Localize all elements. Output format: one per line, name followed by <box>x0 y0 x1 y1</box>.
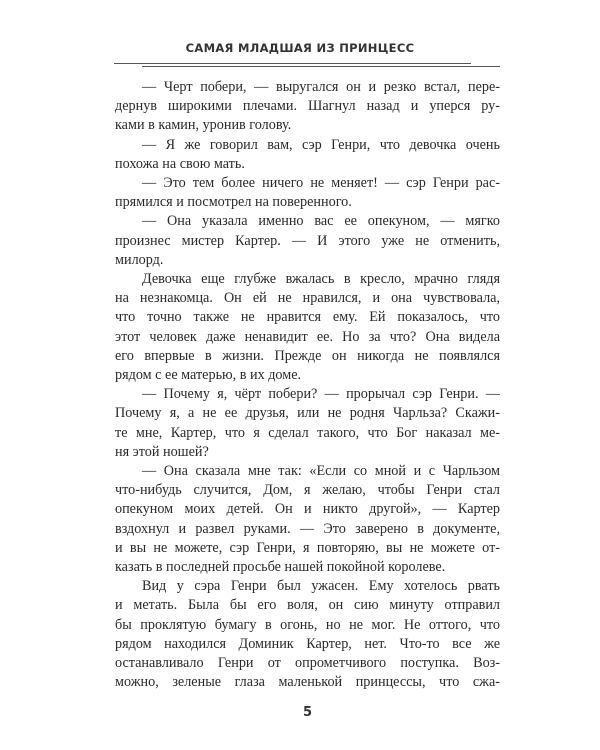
header-rule <box>114 63 471 64</box>
text-line: — Она сказала мне так: «Если со мной и с Чарльзом <box>142 463 500 480</box>
paragraph <box>115 174 500 212</box>
text-line: этот человек даже ненавидит ее. Но за что? Она видела <box>115 328 500 345</box>
text-line: Почему я, а не ее друзья, или не родня Чарльза? Скажи- <box>115 405 500 422</box>
text-line: рядом с ее матерью, в их доме. <box>115 367 302 384</box>
paragraph <box>115 462 500 577</box>
text-line: — Черт побери, — выругался он и резко встал, пере- <box>142 79 500 95</box>
text-line: произнес мистер Картер. — И этого уже не отменить, <box>115 232 500 249</box>
text-line: похожа на свою мать. <box>115 155 245 172</box>
paragraph <box>115 270 500 385</box>
page-content <box>115 78 500 721</box>
text-line: казать в последней просьбе нашей покойной королеве. <box>115 559 446 576</box>
text-line: и метать. Была бы его воля, он сию минуту отправил <box>115 597 500 614</box>
text-line: что точно также не нравится ему. Ей показалось, что <box>115 309 500 326</box>
running-head: САМАЯ МЛАДШАЯ ИЗ ПРИНЦЕСС <box>185 41 415 55</box>
paragraph <box>115 136 500 174</box>
text-line: ками в камин, уронив голову. <box>115 117 292 134</box>
text-line: вздохнул и развел руками. — Это заверено в документе, <box>115 520 500 537</box>
text-line: те мне, Картер, что я сделал такого, что Бог наказал ме- <box>115 424 500 441</box>
paragraph <box>115 577 500 692</box>
paragraph <box>115 212 500 270</box>
text-line: дернув широкими плечами. Шагнул назад и уперся ру- <box>115 98 500 115</box>
text-line: — Она указала именно вас ее опекуном, — мягко <box>142 213 500 230</box>
text-line: рядом находился Доминик Картер, нет. Что-то все же <box>115 635 500 652</box>
text-line: Девочка еще глубже вжалась в кресло, мрачно глядя <box>142 271 500 288</box>
text-line: ня этой ношей? <box>115 443 209 460</box>
text-line: что-нибудь случится, Дом, я желаю, чтобы Генри стал <box>115 482 500 499</box>
text-line: — Это тем более ничего не меняет! — сэр Генри рас- <box>142 175 500 192</box>
text-line: на незнакомца. Он ей не нравился, и она чувствовала, <box>115 290 500 307</box>
text-line: опекуном моих детей. Он и никто другой», — Картер <box>115 501 500 518</box>
text-line: бы проклятую бумагу в огонь, но не мог. Не оттого, что <box>115 616 500 633</box>
text-line: его впервые в жизни. Прежде он никогда не появлялся <box>115 347 500 364</box>
text-line: можно, зеленые глаза маленькой принцессы, что сжа- <box>115 674 500 691</box>
text-line: — Я же говорил вам, сэр Генри, что девочка очень <box>142 136 500 153</box>
text-line: останавливало Генри от опрометчивого поступка. Воз- <box>115 655 500 672</box>
text-line: милорд. <box>115 251 164 268</box>
text-line: и вы не можете, сэр Генри, я повторяю, вы не можете от- <box>115 539 500 556</box>
header-rule <box>142 66 500 67</box>
text-line: — Почему я, чёрт побери? — прорычал сэр Генри. — <box>142 386 500 403</box>
text-line: Вид у сэра Генри был ужасен. Ему хотелось рвать <box>142 578 500 595</box>
text-line: прямился и посмотрел на поверенного. <box>115 194 352 211</box>
body-text <box>115 78 500 693</box>
page-number: 5 <box>302 704 313 720</box>
paragraph <box>115 78 500 136</box>
paragraph <box>115 385 500 462</box>
